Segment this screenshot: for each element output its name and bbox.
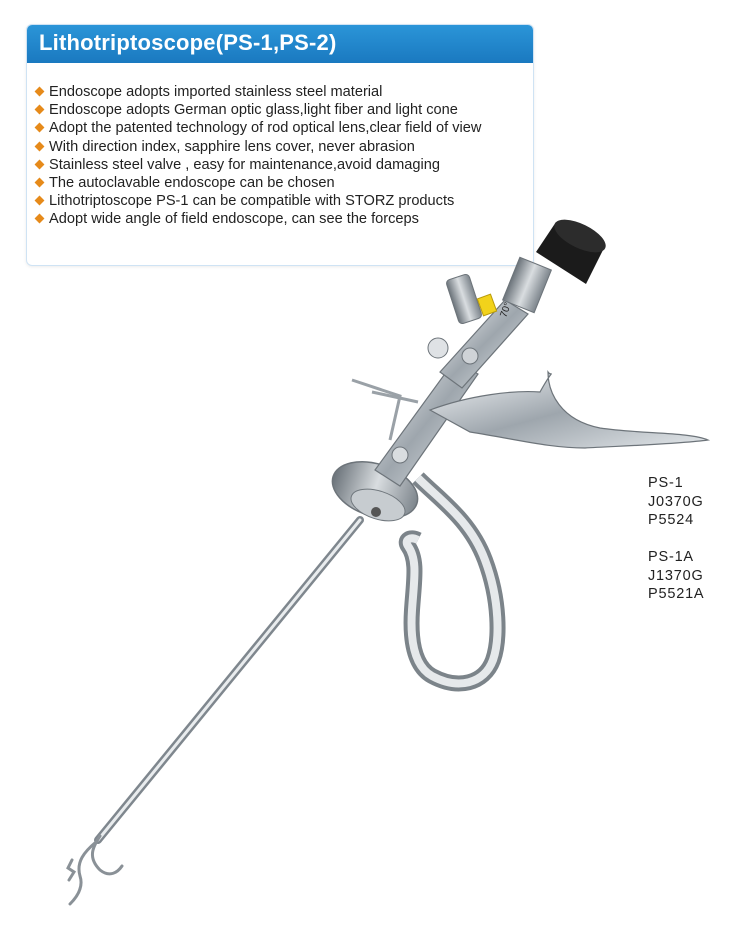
list-item-text: Stainless steel valve , easy for maintenance,avoid damaging bbox=[49, 156, 441, 173]
diamond-bullet-icon bbox=[35, 178, 45, 188]
title-bar bbox=[27, 25, 533, 63]
list-item bbox=[35, 119, 509, 137]
list-item bbox=[35, 138, 509, 156]
diamond-bullet-icon bbox=[35, 141, 45, 151]
list-item bbox=[35, 156, 509, 174]
svg-text:70°: 70° bbox=[498, 301, 514, 320]
diamond-bullet-icon bbox=[35, 105, 45, 115]
model-ref: P5521A bbox=[648, 586, 705, 602]
model-ps-1 bbox=[648, 474, 704, 530]
diamond-bullet-icon bbox=[35, 123, 45, 133]
finger-handle bbox=[407, 478, 498, 683]
model-ps-1a bbox=[648, 548, 704, 604]
model-name: PS-1 bbox=[648, 475, 684, 491]
list-item-text: Lithotriptoscope PS-1 can be compatible with STORZ products bbox=[49, 193, 455, 210]
diamond-bullet-icon bbox=[35, 87, 45, 97]
list-item-text: With direction index, sapphire lens cover, never abrasion bbox=[49, 138, 415, 155]
list-item bbox=[35, 101, 509, 119]
page-title: Lithotriptoscope(PS-1,PS-2) bbox=[39, 30, 337, 55]
model-name: PS-1A bbox=[648, 549, 694, 565]
shaft bbox=[98, 520, 360, 840]
forceps-tip bbox=[68, 836, 122, 904]
model-code: J1370G bbox=[648, 567, 704, 584]
list-item-text: The autoclavable endoscope can be chosen bbox=[49, 175, 335, 192]
lithotriptoscope-image bbox=[0, 200, 750, 926]
list-item bbox=[35, 174, 509, 192]
list-item-text: Endoscope adopts German optic glass,light fiber and light cone bbox=[49, 102, 458, 119]
list-item-text: Adopt the patented technology of rod optical lens,clear field of view bbox=[49, 120, 482, 137]
list-item bbox=[35, 83, 509, 101]
model-ref: P5524 bbox=[648, 512, 694, 528]
list-item-text: Endoscope adopts imported stainless steel material bbox=[49, 84, 383, 100]
list-item-text: Adopt wide angle of field endoscope, can see the forceps bbox=[49, 211, 419, 228]
diamond-bullet-icon bbox=[35, 159, 45, 169]
eyepiece bbox=[498, 213, 610, 319]
model-code: J0370G bbox=[648, 493, 704, 510]
